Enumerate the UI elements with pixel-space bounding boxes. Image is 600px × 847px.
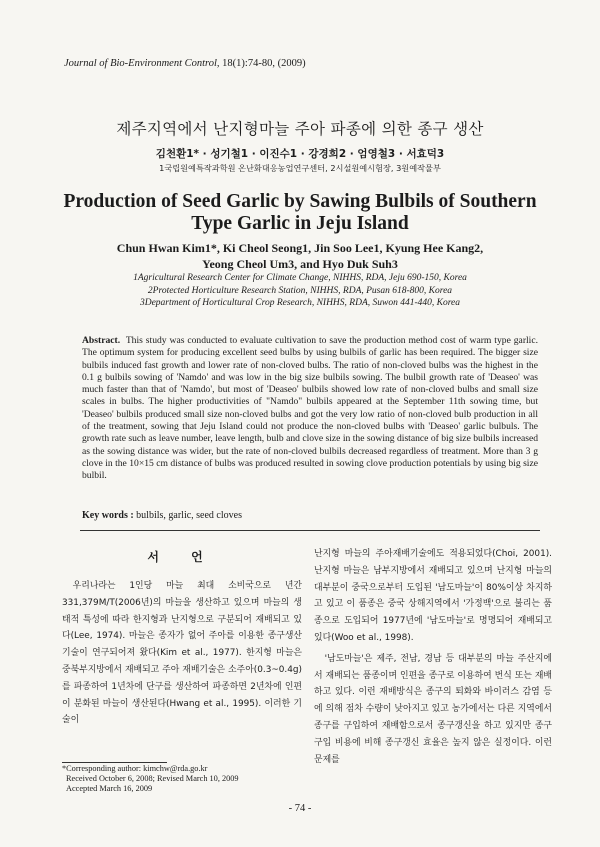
korean-authors: 김천환1* · 성기철1 · 이진수1 · 강경희2 · 엄영철3 · 서효덕3 <box>155 148 445 160</box>
keywords-text: bulbils, garlic, seed cloves <box>133 510 242 521</box>
keywords-label: Key words : <box>82 510 134 521</box>
footnote-divider <box>62 762 167 763</box>
english-affiliations <box>0 272 600 310</box>
journal-name: Journal of Bio-Environment Control, <box>64 58 220 69</box>
corresponding-author: *Corresponding author: kimchw@rda.go.kr <box>62 764 208 773</box>
accepted-date: Accepted March 16, 2009 <box>66 784 153 793</box>
korean-title: 제주지역에서 난지형마늘 주아 파종에 의한 종구 생산 <box>116 120 484 138</box>
english-title-line1: Production of Seed Garlic by Sawing Bulbils of Southern <box>63 191 537 212</box>
affiliation-2: 2Protected Horticulture Research Station, NIHHS, RDA, Pusan 618-800, Korea <box>147 285 453 296</box>
english-authors <box>0 240 600 272</box>
affiliation-3: 3Department of Horticultural Crop Research, NIHHS, RDA, Suwon 441-440, Korea <box>139 298 461 308</box>
abstract-label: Abstract. <box>82 335 121 346</box>
keywords <box>82 510 242 521</box>
abstract <box>82 335 538 483</box>
korean-affiliation: 1국립원예특작과학원 온난화대응농업연구센터, 2시설원예시험장, 3원예작물부 <box>159 163 441 173</box>
right-paragraph-2: '남도마늘'은 제주, 전남, 경남 등 대부분의 마늘 주산지에서 재배되는 품종이며 인편을 종구로 이용하여 번식 또는 재배하고 있다. 이런 재배방식은 종구의 퇴화와 바이러스 감염 등에 의해 점차 수량이 낮아지고 있고 농가에서는 다른 지역에서 종구를 구입하여 재배함으로서 종구갱신을 하고 있지만 종구구입 비용에 비해 종구갱신 효율은 높지 않은 실정이다. 이런 문제를 <box>314 653 552 765</box>
footnote <box>62 764 302 794</box>
right-paragraph-1: 난지형 마늘의 주아재배기술에도 적용되었다(Choi, 2001). 난지형 마늘은 남부지방에서 재배되고 있으며 난지형 마늘의 대부분이 중국으로부터 도입된 '남도마늘'이 80%이상 차지하고 있고 이 품종은 중국 상해지역에서 '가정백'으로 불리는 품종으로 도입되어 1977년에 '남도마늘'로 명명되어 재배되고 있다(Woo et al., 1998). <box>314 549 552 643</box>
english-authors-line2: Yeong Cheol Um3, and Hyo Duk Suh3 <box>202 257 398 271</box>
journal-citation <box>64 58 306 69</box>
abstract-text: This study was conducted to evaluate cultivation to save the production method cost of warm type garlic. The optimum system for producing excellent seed bulbs by using bulbils of garlic has been required. The bigger size bulbils induced fast growth and lower rate of non-cloved bulbs. The ratio of non-cloved bulbs was the highest in the 0.1 g bulbils sowing of 'Namdo' and was low in the big size bulbils sowing. The bulbil growth rate of 'Deaseo' was much faster than that of 'Namdo', but most of 'Deaseo' bulbils showed low rate of non-cloved bulbs and small size scales in bulbs. The higher productivities of "Namdo" bulbils appeared at the September 11th sowing time, but 'Deaseo' bulbils produced small size non-cloved bulbs and got the very low ratio of non-cloved bulb production in all of the treatment, sowing that Jeju Island could not produce the non-cloved bulbs with 'Deaseo' garlic bulbuls. The growth rate such as leave number, leave length, bulb and clove size in the sowing distance of big size bulbils increased as the sowing distance was wider, but the rate of non-cloved bulbils decreased regardless of treatment. More than 3 g clove in the 10×15 cm distance of bulbs was produced resulted in sowing clove production potentials by using big size bulbil. <box>82 335 538 482</box>
section-heading-introduction: 서 언 <box>147 550 217 564</box>
received-date: Received October 6, 2008; Revised March 10, 2009 <box>66 774 239 783</box>
journal-volume: 18(1):74-80, (2009) <box>219 58 306 69</box>
left-paragraph-1: 우리나라는 1인당 마늘 최대 소비국으로 년간 331,379M/T(2006년)의 마늘을 생산하고 있으며 마늘의 생태적 특성에 따라 한지형과 난지형으로 구분되어 재배되고 있다(Lee, 1974). 마늘은 종자가 없어 주아를 이용한 종구생산 기술이 연구되어져 왔다(Kim et al., 1977). 한지형 마늘은 중북부지방에서 재배되고 주아 재배기술은 소주아(0.3~0.4g)를 파종하여 1년차에 단구를 생산하여 파종하면 2년차에 인편이 분화된 마늘이 생산된다(Hwang et al., 1995). 이러한 기술이 <box>62 581 302 726</box>
left-column <box>62 578 302 729</box>
english-authors-line1: Chun Hwan Kim1*, Ki Cheol Seong1, Jin Soo Lee1, Kyung Hee Kang2, <box>116 241 484 255</box>
english-title <box>0 191 600 235</box>
right-column <box>314 546 552 768</box>
affiliation-1: 1Agricultural Research Center for Climate Change, NIHHS, RDA, Jeju 690-150, Korea <box>133 273 467 283</box>
english-title-line2: Type Garlic in Jeju Island <box>191 213 409 234</box>
abstract-divider <box>80 530 540 531</box>
page-number: - 74 - <box>288 803 312 814</box>
